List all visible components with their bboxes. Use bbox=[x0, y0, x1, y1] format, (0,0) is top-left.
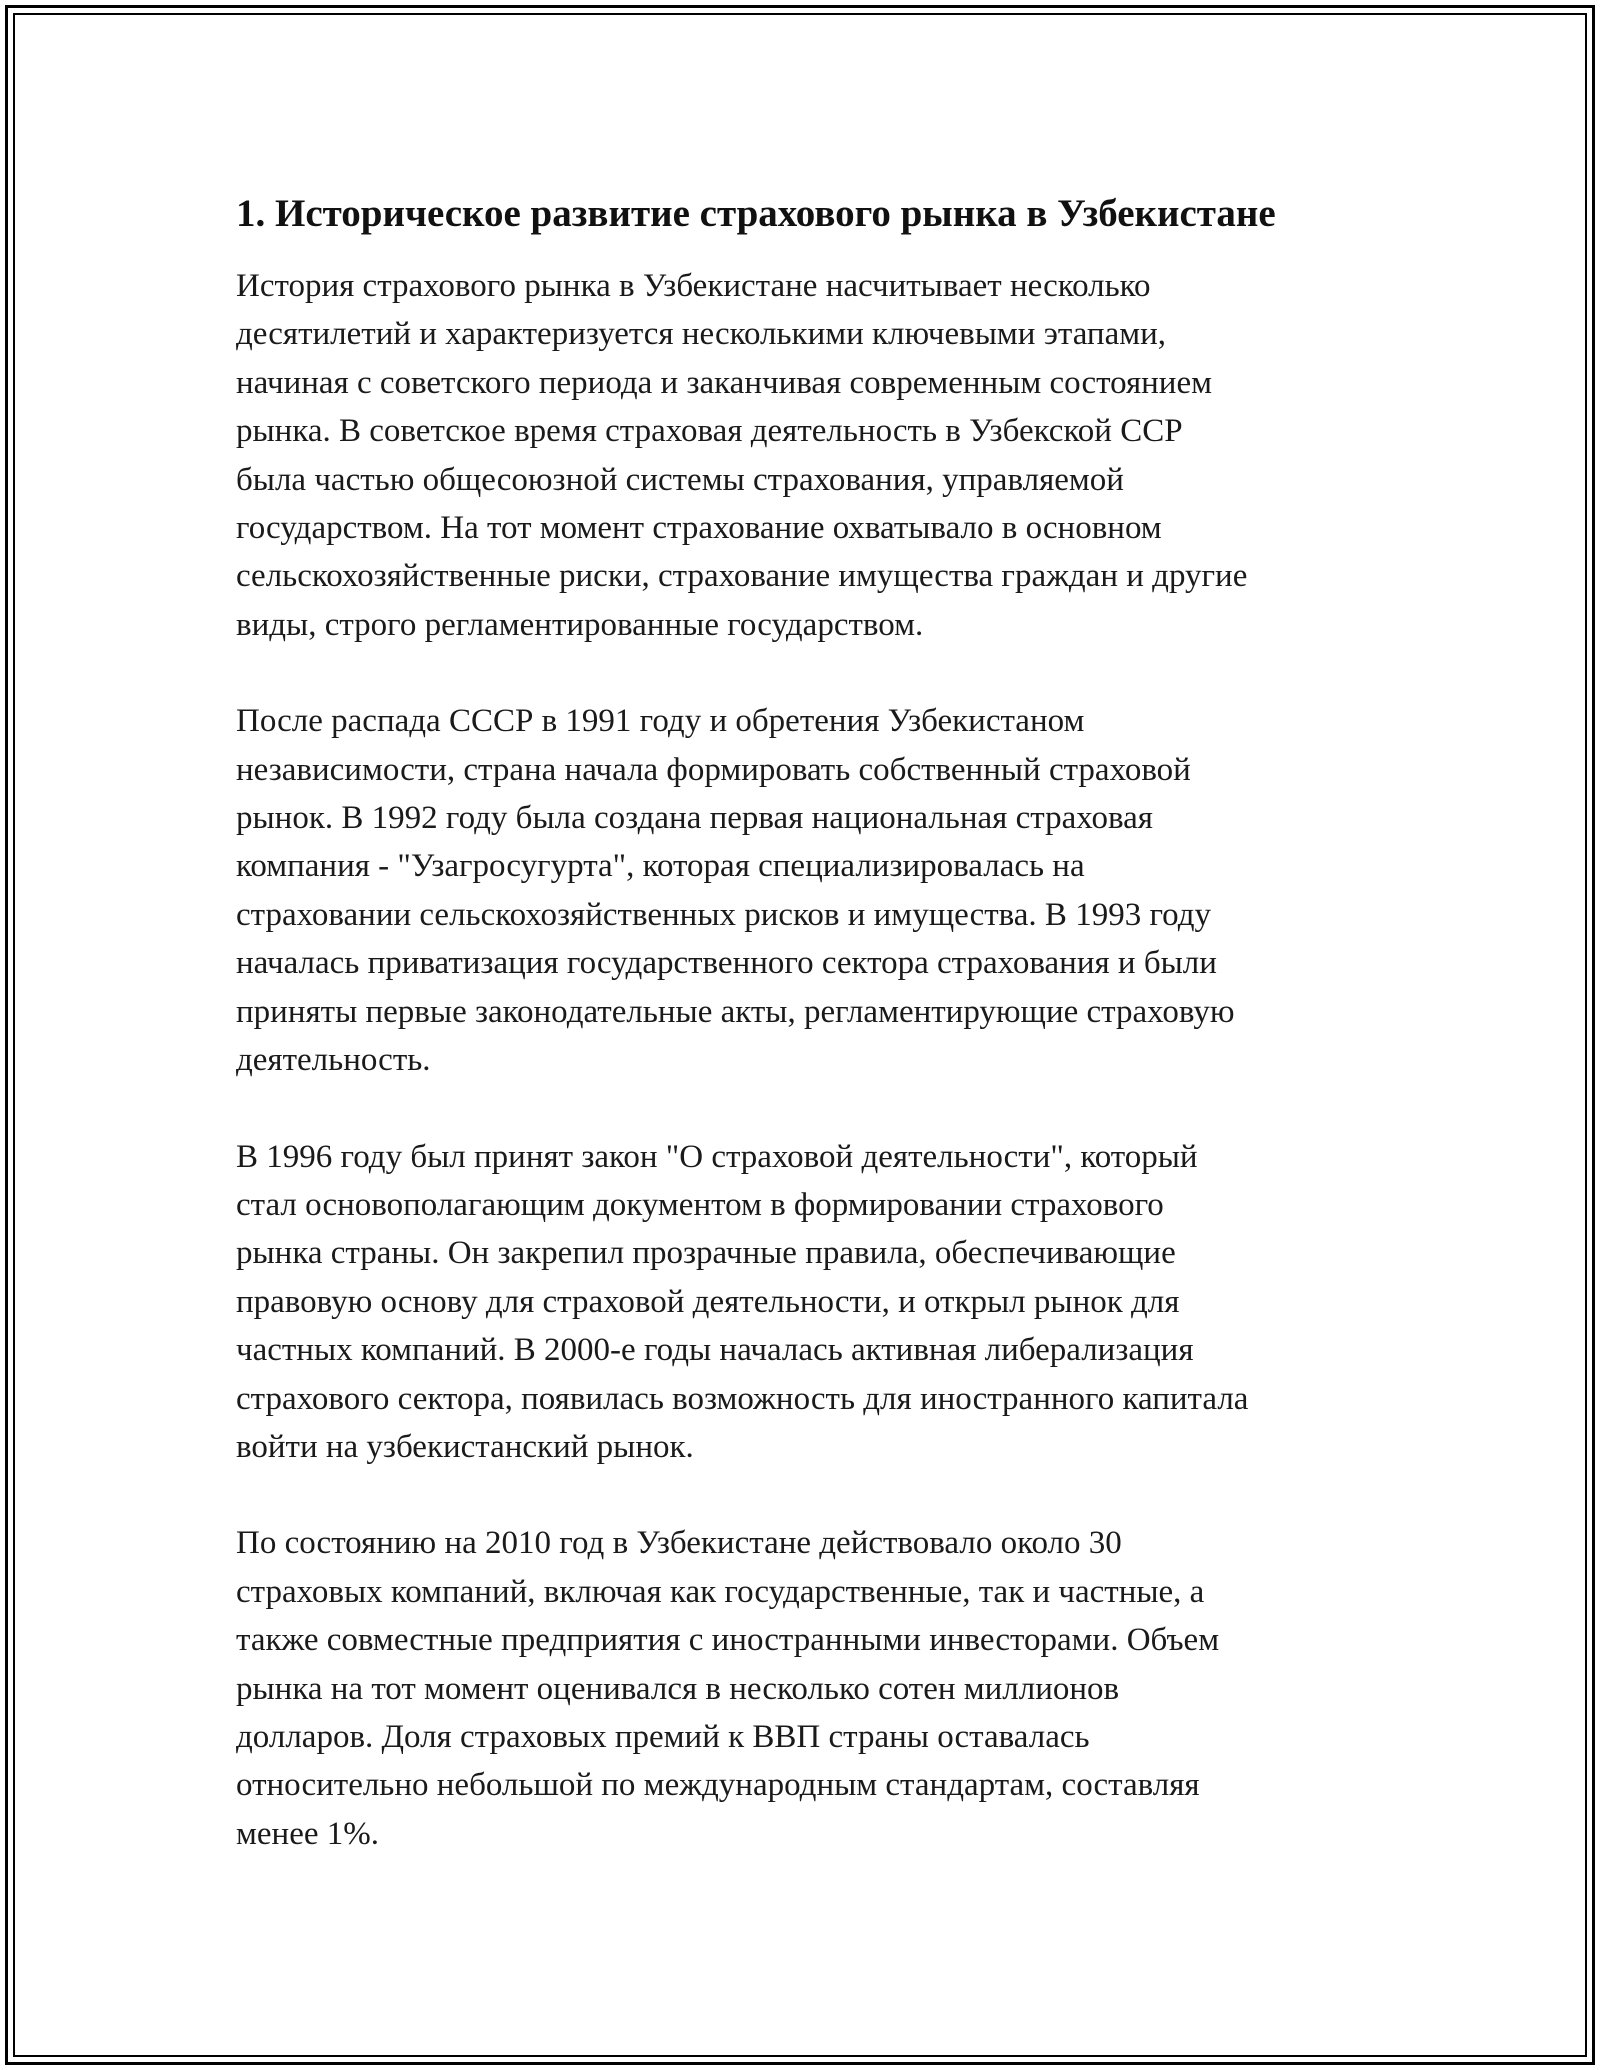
paragraph-market-2010 bbox=[236, 1519, 1376, 1858]
document-body bbox=[236, 184, 1376, 1906]
paragraph-insurance-law bbox=[236, 1133, 1376, 1472]
text-line: государством. На тот момент страхование охватывало в основном bbox=[236, 510, 1162, 547]
text-line: История страхового рынка в Узбекистане насчитывает несколько bbox=[236, 268, 1151, 304]
text-line: десятилетий и характеризуется несколькими ключевыми этапами, bbox=[236, 316, 1167, 353]
text-line: После распада СССР в 1991 году и обретения Узбекистаном bbox=[236, 703, 1085, 740]
text-line: рынка. В советское время страховая деятельность в Узбекской ССР bbox=[236, 413, 1183, 450]
text-line: менее 1%. bbox=[236, 1815, 379, 1852]
text-line: рынок. В 1992 году была создана первая национальная страховая bbox=[236, 800, 1153, 837]
page-title: 1. Историческое развитие страхового рынка в Узбекистане bbox=[236, 192, 1276, 235]
text-line: независимости, страна начала формировать собственный страховой bbox=[236, 751, 1191, 788]
text-line: страховых компаний, включая как государственные, так и частные, а bbox=[236, 1573, 1205, 1610]
paragraph-soviet-period bbox=[236, 262, 1376, 649]
text-line: войти на узбекистанский рынок. bbox=[236, 1428, 694, 1465]
text-line: страхового сектора, появилась возможность для иностранного капитала bbox=[236, 1380, 1249, 1417]
text-line: рынка на тот момент оценивался в несколько сотен миллионов bbox=[236, 1670, 1120, 1707]
text-line: приняты первые законодательные акты, регламентирующие страховую bbox=[236, 993, 1235, 1030]
text-line: стал основополагающим документом в формировании страхового bbox=[236, 1186, 1164, 1223]
text-line: правовую основу для страховой деятельности, и открыл рынок для bbox=[236, 1283, 1180, 1320]
text-line: частных компаний. В 2000-е годы началась активная либерализация bbox=[236, 1332, 1194, 1369]
text-line: По состоянию на 2010 год в Узбекистане действовало около 30 bbox=[236, 1525, 1122, 1562]
text-line: началась приватизация государственного сектора страхования и были bbox=[236, 945, 1217, 982]
text-line: В 1996 году был принят закон "О страховой деятельности", который bbox=[236, 1138, 1198, 1175]
text-line: виды, строго регламентированные государством. bbox=[236, 606, 924, 643]
paragraph-independence bbox=[236, 697, 1376, 1084]
text-line: была частью общесоюзной системы страхования, управляемой bbox=[236, 461, 1124, 498]
text-line: сельскохозяйственные риски, страхование имущества граждан и другие bbox=[236, 558, 1248, 595]
text-line: рынка страны. Он закрепил прозрачные правила, обеспечивающие bbox=[236, 1235, 1176, 1272]
text-line: также совместные предприятия с иностранными инвесторами. Объем bbox=[236, 1622, 1220, 1659]
text-line: начиная с советского периода и заканчивая современным состоянием bbox=[236, 364, 1212, 401]
text-line: долларов. Доля страховых премий к ВВП страны оставалась bbox=[236, 1718, 1090, 1755]
text-line: компания - "Узагросугурта", которая специализировалась на bbox=[236, 848, 1085, 885]
text-line: относительно небольшой по международным стандартам, составляя bbox=[236, 1767, 1200, 1804]
text-line: деятельность. bbox=[236, 1042, 431, 1079]
text-line: страховании сельскохозяйственных рисков и имущества. В 1993 году bbox=[236, 896, 1211, 933]
